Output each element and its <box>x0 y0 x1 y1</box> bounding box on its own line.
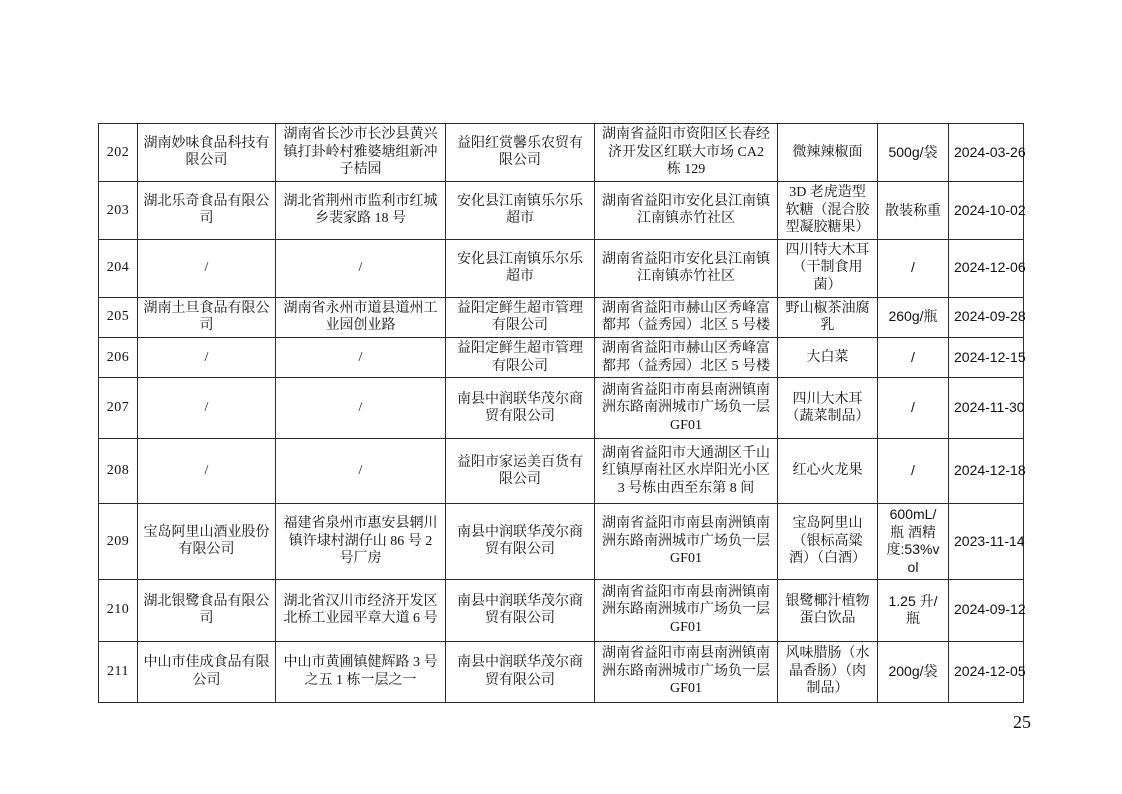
table-row <box>99 124 1024 182</box>
cell-sampled-unit-address: 湖南省益阳市安化县江南镇江南镇赤竹社区 <box>595 239 778 297</box>
sampling-results-table <box>98 123 1024 703</box>
cell-spec: 散装称重 <box>878 181 949 239</box>
cell-sampled-unit: 益阳定鲜生超市管理有限公司 <box>446 337 595 377</box>
table-row <box>99 181 1024 239</box>
cell-sample-name: 四川大木耳（蔬菜制品） <box>778 378 878 439</box>
cell-manufacturer-address: 湖北省汉川市经济开发区北桥工业园平章大道 6 号 <box>276 579 446 641</box>
cell-sampled-unit: 益阳红赏馨乐农贸有限公司 <box>446 124 595 182</box>
cell-spec: 600mL/瓶 酒精度:53%vol <box>878 504 949 580</box>
cell-sample-name: 野山椒茶油腐乳 <box>778 297 878 337</box>
cell-no: 211 <box>99 641 138 702</box>
cell-no: 203 <box>99 181 138 239</box>
cell-sample-name: 3D 老虎造型软糖（混合胶型凝胶糖果） <box>778 181 878 239</box>
cell-manufacturer: 湖北乐奇食品有限公司 <box>138 181 276 239</box>
cell-date: 2024-09-28 <box>949 297 1024 337</box>
cell-no: 209 <box>99 504 138 580</box>
cell-date: 2024-10-02 <box>949 181 1024 239</box>
cell-sampled-unit: 南县中润联华茂尔商贸有限公司 <box>446 378 595 439</box>
table-row <box>99 641 1024 702</box>
table-row <box>99 337 1024 377</box>
cell-manufacturer: 中山市佳成食品有限公司 <box>138 641 276 702</box>
cell-date: 2024-12-15 <box>949 337 1024 377</box>
cell-sampled-unit-address: 湖南省益阳市南县南洲镇南洲东路南洲城市广场负一层 GF01 <box>595 504 778 580</box>
cell-no: 206 <box>99 337 138 377</box>
cell-no: 202 <box>99 124 138 182</box>
cell-spec: 1.25 升/瓶 <box>878 579 949 641</box>
cell-sampled-unit: 益阳定鲜生超市管理有限公司 <box>446 297 595 337</box>
cell-manufacturer-address: / <box>276 378 446 439</box>
cell-sampled-unit: 南县中润联华茂尔商贸有限公司 <box>446 579 595 641</box>
cell-sample-name: 银鹭椰汁植物蛋白饮品 <box>778 579 878 641</box>
cell-no: 207 <box>99 378 138 439</box>
table-body <box>99 124 1024 703</box>
cell-manufacturer-address: / <box>276 337 446 377</box>
cell-sampled-unit-address: 湖南省益阳市大通湖区千山红镇厚南社区水岸阳光小区 3 号栋由西至东第 8 间 <box>595 439 778 504</box>
cell-date: 2023-11-14 <box>949 504 1024 580</box>
table-row <box>99 378 1024 439</box>
cell-spec: / <box>878 337 949 377</box>
cell-date: 2024-11-30 <box>949 378 1024 439</box>
cell-no: 204 <box>99 239 138 297</box>
table-row <box>99 239 1024 297</box>
cell-sample-name: 红心火龙果 <box>778 439 878 504</box>
cell-sample-name: 宝岛阿里山（银标高粱酒）（白酒） <box>778 504 878 580</box>
cell-sampled-unit-address: 湖南省益阳市南县南洲镇南洲东路南洲城市广场负一层 GF01 <box>595 378 778 439</box>
cell-sampled-unit-address: 湖南省益阳市资阳区长春经济开发区红联大市场 CA2 栋 129 <box>595 124 778 182</box>
cell-spec: 200g/袋 <box>878 641 949 702</box>
cell-sampled-unit-address: 湖南省益阳市南县南洲镇南洲东路南洲城市广场负一层 GF01 <box>595 641 778 702</box>
cell-manufacturer-address: 湖南省长沙市长沙县黄兴镇打卦岭村雅婆塘组新冲子桔园 <box>276 124 446 182</box>
cell-manufacturer: 湖南土旦食品有限公司 <box>138 297 276 337</box>
cell-sample-name: 风味腊肠（水晶香肠）（肉制品） <box>778 641 878 702</box>
cell-date: 2024-12-05 <box>949 641 1024 702</box>
cell-manufacturer: / <box>138 439 276 504</box>
table-row <box>99 579 1024 641</box>
page-number: 25 <box>1013 712 1031 732</box>
table-row <box>99 439 1024 504</box>
cell-sample-name: 四川特大木耳（干制食用菌） <box>778 239 878 297</box>
table-row <box>99 297 1024 337</box>
cell-manufacturer: 湖南妙味食品科技有限公司 <box>138 124 276 182</box>
cell-date: 2024-09-12 <box>949 579 1024 641</box>
cell-manufacturer-address: / <box>276 239 446 297</box>
cell-manufacturer: 湖北银鹭食品有限公司 <box>138 579 276 641</box>
cell-sampled-unit: 益阳市家运美百货有限公司 <box>446 439 595 504</box>
cell-spec: 500g/袋 <box>878 124 949 182</box>
cell-sampled-unit-address: 湖南省益阳市赫山区秀峰富都邦（益秀园）北区 5 号楼 <box>595 297 778 337</box>
cell-no: 208 <box>99 439 138 504</box>
cell-sampled-unit: 安化县江南镇乐尔乐超市 <box>446 239 595 297</box>
cell-sampled-unit-address: 湖南省益阳市赫山区秀峰富都邦（益秀园）北区 5 号楼 <box>595 337 778 377</box>
cell-no: 205 <box>99 297 138 337</box>
cell-manufacturer-address: 福建省泉州市惠安县辋川镇许埭村湖仔山 86 号 2 号厂房 <box>276 504 446 580</box>
cell-sample-name: 微辣辣椒面 <box>778 124 878 182</box>
cell-spec: 260g/瓶 <box>878 297 949 337</box>
cell-date: 2024-12-06 <box>949 239 1024 297</box>
cell-sampled-unit-address: 湖南省益阳市安化县江南镇江南镇赤竹社区 <box>595 181 778 239</box>
cell-date: 2024-12-18 <box>949 439 1024 504</box>
cell-spec: / <box>878 439 949 504</box>
cell-sampled-unit: 安化县江南镇乐尔乐超市 <box>446 181 595 239</box>
cell-manufacturer-address: 湖南省永州市道县道州工业园创业路 <box>276 297 446 337</box>
cell-sample-name: 大白菜 <box>778 337 878 377</box>
cell-date: 2024-03-26 <box>949 124 1024 182</box>
cell-manufacturer-address: 湖北省荆州市监利市红城乡裴家路 18 号 <box>276 181 446 239</box>
cell-manufacturer-address: / <box>276 439 446 504</box>
cell-manufacturer: / <box>138 337 276 377</box>
cell-spec: / <box>878 378 949 439</box>
cell-no: 210 <box>99 579 138 641</box>
cell-manufacturer-address: 中山市黄圃镇健辉路 3 号之五 1 栋一层之一 <box>276 641 446 702</box>
cell-sampled-unit: 南县中润联华茂尔商贸有限公司 <box>446 504 595 580</box>
table-row <box>99 504 1024 580</box>
cell-manufacturer: 宝岛阿里山酒业股份有限公司 <box>138 504 276 580</box>
cell-spec: / <box>878 239 949 297</box>
cell-manufacturer: / <box>138 378 276 439</box>
cell-sampled-unit: 南县中润联华茂尔商贸有限公司 <box>446 641 595 702</box>
cell-manufacturer: / <box>138 239 276 297</box>
cell-sampled-unit-address: 湖南省益阳市南县南洲镇南洲东路南洲城市广场负一层 GF01 <box>595 579 778 641</box>
